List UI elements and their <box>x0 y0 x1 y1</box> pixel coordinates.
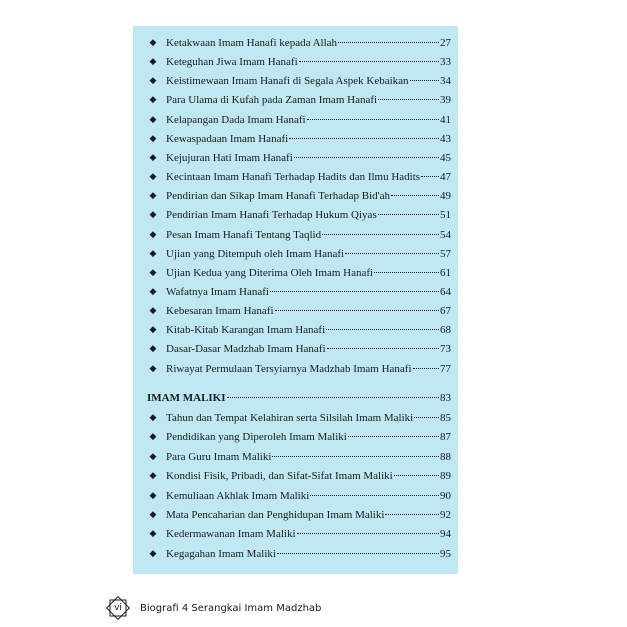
toc-entry-title: Kejujuran Hati Imam Hanafi <box>166 151 293 164</box>
diamond-bullet-icon: ◆ <box>149 363 157 374</box>
toc-entry-title: Kitab-Kitab Karangan Imam Hanafi <box>166 324 326 337</box>
diamond-bullet-icon: ◆ <box>149 451 157 462</box>
dot-leader <box>322 233 439 235</box>
diamond-bullet-icon: ◆ <box>149 306 157 317</box>
toc-entry-title: Kebesaran Imam Hanafi <box>166 305 274 318</box>
dot-leader <box>299 60 439 62</box>
toc-entry[interactable] <box>133 321 458 339</box>
toc-entry-title: Kondisi Fisik, Pribadi, dan Sifat-Sifat Imam Maliki <box>166 470 393 483</box>
dot-leader <box>378 213 439 215</box>
toc-section-row <box>147 389 451 407</box>
toc-entry-title: Kecintaan Imam Hanafi Terhadap Hadits dan Ilmu Hadits <box>166 171 421 184</box>
toc-entry-row <box>166 149 451 167</box>
toc-entry-page: 43 <box>440 132 451 145</box>
toc-entry-page: 90 <box>440 489 451 502</box>
toc-entry[interactable] <box>133 245 458 263</box>
dot-leader <box>275 309 439 311</box>
toc-entry-page: 77 <box>440 362 451 375</box>
toc-entry-row <box>166 226 451 244</box>
toc-entry-page: 41 <box>440 113 451 126</box>
toc-entry-page: 88 <box>440 450 451 463</box>
toc-entry-row <box>166 487 451 505</box>
toc-entry-title: Kewaspadaan Imam Hanafi <box>166 132 289 145</box>
toc-entry-row <box>166 448 451 466</box>
dot-leader <box>385 513 439 515</box>
dot-leader <box>421 175 439 177</box>
toc-entry[interactable] <box>133 283 458 301</box>
dot-leader <box>294 156 439 158</box>
toc-entry-page: 57 <box>440 247 451 260</box>
toc-entry-row <box>166 264 451 282</box>
toc-entry[interactable] <box>133 53 458 71</box>
toc-entry-title: Pendirian Imam Hanafi Terhadap Hukum Qiyas <box>166 209 377 222</box>
diamond-bullet-icon: ◆ <box>149 286 157 297</box>
toc-entry-title: Kemuliaan Akhlak Imam Maliki <box>166 489 310 502</box>
diamond-bullet-icon: ◆ <box>149 548 157 559</box>
diamond-bullet-icon: ◆ <box>149 325 157 336</box>
toc-entry-title: Para Ulama di Kufah pada Zaman Imam Hanafi <box>166 94 378 107</box>
diamond-bullet-icon: ◆ <box>149 114 157 125</box>
toc-entry-row <box>166 168 451 186</box>
dot-leader <box>277 552 439 554</box>
toc-entry-page: 34 <box>440 75 451 88</box>
toc-entry-title: Tahun dan Tempat Kelahiran serta Silsilah Imam Maliki <box>166 412 414 424</box>
toc-entry-title: Mata Pencaharian dan Penghidupan Imam Maliki <box>166 509 385 521</box>
page-number: vi <box>114 603 122 613</box>
dot-leader <box>307 118 439 120</box>
toc-entry[interactable] <box>133 34 458 52</box>
section-title: IMAM MALIKI <box>147 392 226 404</box>
toc-entry-row <box>166 409 451 427</box>
toc-entry[interactable] <box>133 409 458 427</box>
toc-entry-row <box>166 321 451 339</box>
book-title: Biografi 4 Serangkai Imam Madzhab <box>140 602 322 614</box>
toc-entry-page: 27 <box>440 37 451 49</box>
diamond-bullet-icon: ◆ <box>149 152 157 163</box>
diamond-bullet-icon: ◆ <box>149 248 157 259</box>
toc-entry[interactable] <box>133 72 458 90</box>
toc-entry-page: 73 <box>440 343 451 356</box>
toc-entry[interactable] <box>133 340 458 358</box>
toc-entry[interactable] <box>133 506 458 524</box>
toc-entry[interactable] <box>133 168 458 186</box>
diamond-bullet-icon: ◆ <box>149 267 157 278</box>
toc-entry-page: 33 <box>440 56 451 69</box>
dot-leader <box>391 194 439 196</box>
diamond-bullet-icon: ◆ <box>149 529 157 540</box>
toc-entry[interactable] <box>133 525 458 543</box>
toc-entry[interactable] <box>133 302 458 320</box>
toc-entry-title: Pesan Imam Hanafi Tentang Taqlid <box>166 228 322 241</box>
toc-entry-title: Pendirian dan Sikap Imam Hanafi Terhadap Bid'ah <box>166 190 391 203</box>
diamond-bullet-icon: ◆ <box>149 344 157 355</box>
diamond-bullet-icon: ◆ <box>149 57 157 68</box>
toc-entry-row <box>166 111 451 129</box>
toc-entry-title: Kelapangan Dada Imam Hanafi <box>166 113 306 126</box>
diamond-bullet-icon: ◆ <box>149 38 157 48</box>
diamond-bullet-icon: ◆ <box>149 471 157 482</box>
dot-leader <box>345 252 439 254</box>
toc-entry-page: 39 <box>440 94 451 107</box>
dot-leader <box>338 41 439 43</box>
page-number-badge <box>104 594 132 622</box>
toc-entry[interactable] <box>133 487 458 505</box>
dot-leader <box>270 290 439 292</box>
section-page: 83 <box>440 392 451 404</box>
toc-entry-title: Kedermawanan Imam Maliki <box>166 528 296 541</box>
toc-entry[interactable] <box>133 226 458 244</box>
toc-entry-page: 85 <box>440 412 451 424</box>
toc-entry-page: 95 <box>440 547 451 560</box>
dot-leader <box>297 532 439 534</box>
toc-entry-title: Riwayat Permulaan Tersyiarnya Madzhab Imam Hanafi <box>166 362 412 375</box>
diamond-bullet-icon: ◆ <box>149 95 157 106</box>
dot-leader <box>289 137 439 139</box>
toc-entry-row <box>166 525 451 543</box>
toc-entry-title: Kegagahan Imam Maliki <box>166 547 276 560</box>
dot-leader <box>378 98 439 100</box>
toc-entry-row <box>166 506 451 524</box>
toc-entry-title: Wafatnya Imam Hanafi <box>166 285 269 298</box>
toc-entry[interactable] <box>133 130 458 148</box>
toc-section-heading[interactable] <box>133 389 458 407</box>
toc-panel <box>133 26 458 574</box>
dot-leader <box>227 396 439 398</box>
toc-entry-page: 64 <box>440 285 451 298</box>
toc-entry-title: Ujian yang Ditempuh oleh Imam Hanafi <box>166 247 345 260</box>
toc-entry-page: 61 <box>440 266 451 279</box>
diamond-bullet-icon: ◆ <box>149 432 157 443</box>
diamond-bullet-icon: ◆ <box>149 210 157 221</box>
page-footer <box>104 593 321 623</box>
diamond-bullet-icon: ◆ <box>149 413 157 423</box>
toc-entry-page: 67 <box>440 305 451 318</box>
dot-leader <box>413 367 439 369</box>
toc-entry-page: 47 <box>440 171 451 184</box>
toc-entry-row <box>166 245 451 263</box>
toc-entry-page: 87 <box>440 431 451 444</box>
dot-leader <box>310 494 439 496</box>
toc-entry-row <box>166 360 451 378</box>
toc-entry[interactable] <box>133 428 458 446</box>
toc-entry-row <box>166 34 451 52</box>
toc-entry-page: 92 <box>440 509 451 521</box>
toc-entry[interactable] <box>133 264 458 282</box>
toc-entry-title: Keteguhan Jiwa Imam Hanafi <box>166 56 298 69</box>
toc-entry-row <box>166 187 451 205</box>
toc-entry-row <box>166 545 451 563</box>
diamond-bullet-icon: ◆ <box>149 191 157 202</box>
toc-entry[interactable] <box>133 111 458 129</box>
toc-entry-row <box>166 206 451 224</box>
toc-entry-row <box>166 302 451 320</box>
toc-entry-row <box>166 53 451 71</box>
toc-entry[interactable] <box>133 206 458 224</box>
toc-entry-page: 54 <box>440 228 451 241</box>
toc-entry-page: 49 <box>440 190 451 203</box>
toc-entry-title: Ujian Kedua yang Diterima Oleh Imam Hanafi <box>166 266 374 279</box>
toc-entry-title: Ketakwaan Imam Hanafi kepada Allah <box>166 37 338 49</box>
diamond-bullet-icon: ◆ <box>149 510 157 520</box>
toc-entry[interactable] <box>133 467 458 485</box>
toc-entry[interactable] <box>133 149 458 167</box>
toc-entry-page: 68 <box>440 324 451 337</box>
toc-entry-row <box>166 283 451 301</box>
toc-entry[interactable] <box>133 545 458 563</box>
toc-entry-page: 51 <box>440 209 451 222</box>
dot-leader <box>374 271 439 273</box>
dot-leader <box>327 347 439 349</box>
toc-entry[interactable] <box>133 187 458 205</box>
toc-entry-title: Dasar-Dasar Madzhab Imam Hanafi <box>166 343 326 356</box>
toc-entry[interactable] <box>133 448 458 466</box>
toc-entry-title: Pendidikan yang Diperoleh Imam Maliki <box>166 431 347 444</box>
toc-entry-row <box>166 340 451 358</box>
diamond-bullet-icon: ◆ <box>149 229 157 240</box>
toc-entry-title: Keistimewaan Imam Hanafi di Segala Aspek Kebaikan <box>166 75 409 88</box>
toc-entry-page: 89 <box>440 470 451 483</box>
toc-entry-title: Para Guru Imam Maliki <box>166 450 272 463</box>
toc-entry[interactable] <box>133 360 458 378</box>
diamond-bullet-icon: ◆ <box>149 172 157 183</box>
toc-entry[interactable] <box>133 91 458 109</box>
toc-entry-row <box>166 91 451 109</box>
dot-leader <box>272 455 439 457</box>
toc-entry-page: 94 <box>440 528 451 541</box>
diamond-bullet-icon: ◆ <box>149 76 157 87</box>
toc-entry-row <box>166 428 451 446</box>
dot-leader <box>410 79 439 81</box>
dot-leader <box>394 474 439 476</box>
dot-leader <box>414 416 439 418</box>
toc-entry-row <box>166 467 451 485</box>
diamond-bullet-icon: ◆ <box>149 133 157 144</box>
diamond-bullet-icon: ◆ <box>149 490 157 501</box>
dot-leader <box>348 435 439 437</box>
dot-leader <box>326 328 439 330</box>
toc-entry-page: 45 <box>440 151 451 164</box>
toc-entry-row <box>166 72 451 90</box>
toc-entry-row <box>166 130 451 148</box>
